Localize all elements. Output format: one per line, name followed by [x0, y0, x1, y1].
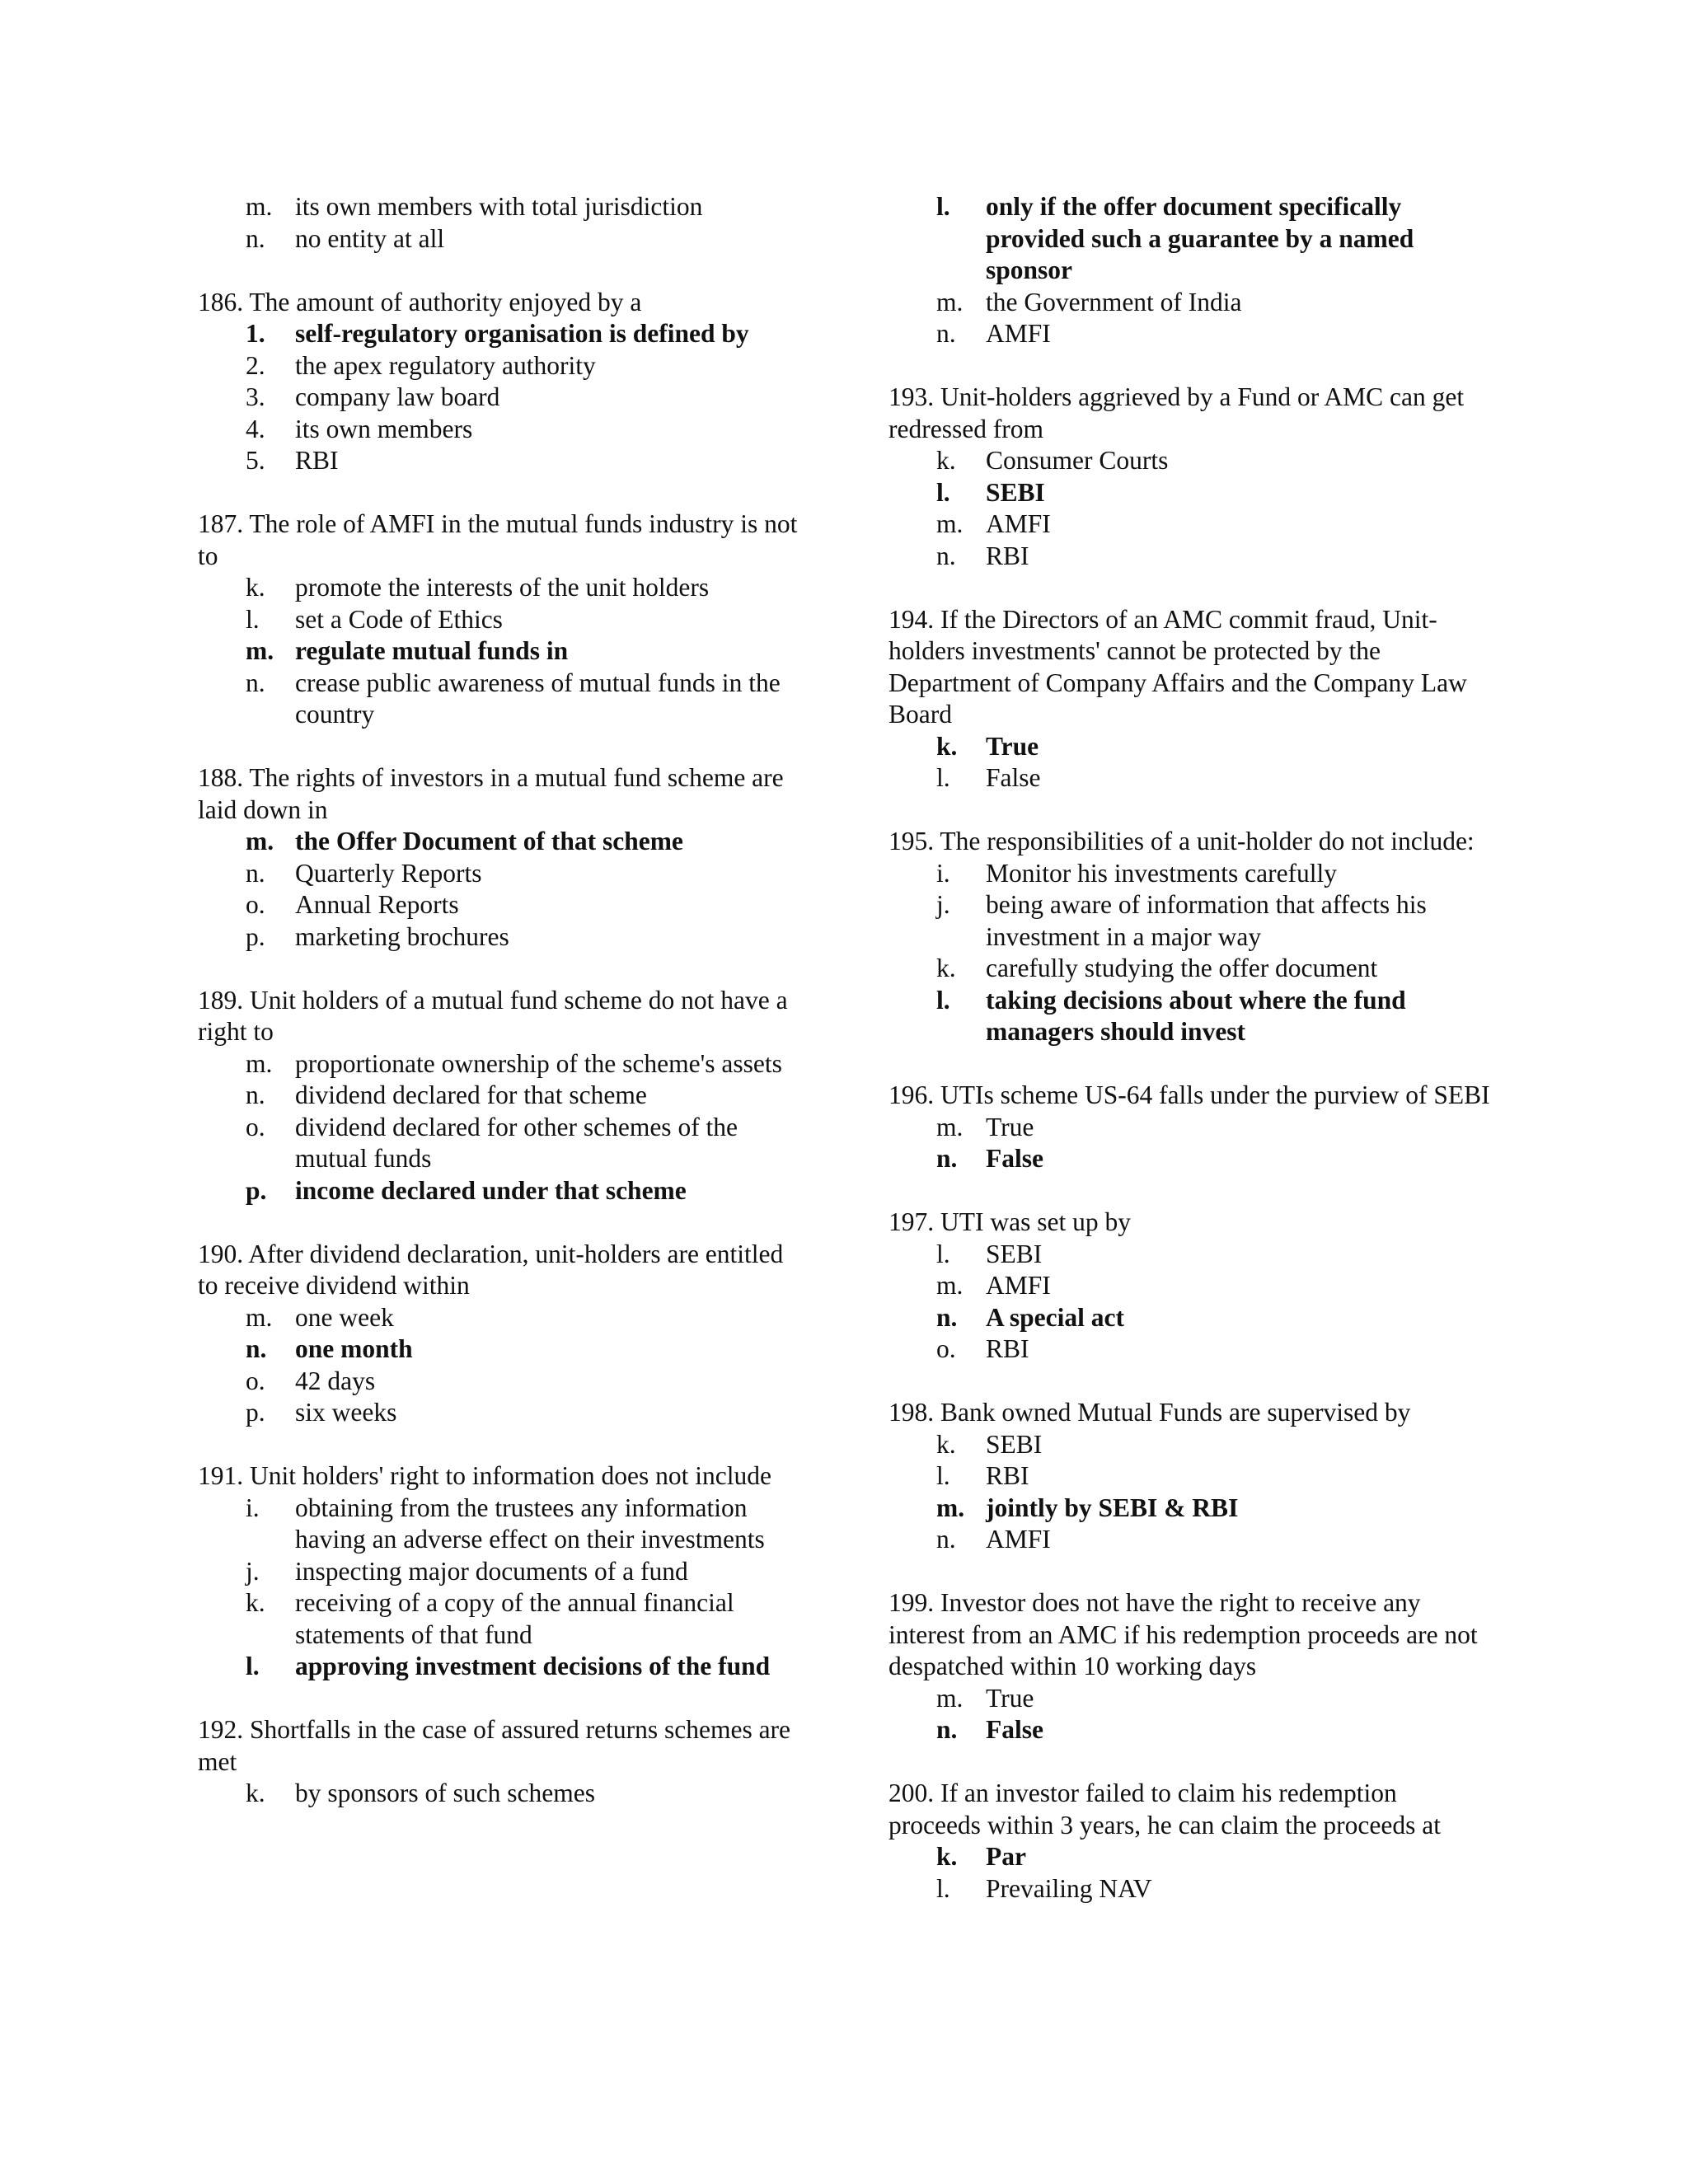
option-text: Prevailing NAV	[986, 1873, 1152, 1903]
answer-option	[198, 858, 808, 890]
option-text: crease public awareness of mutual funds in the country	[295, 668, 781, 729]
question-stem: 190. After dividend declaration, unit-holders are entitled to receive dividend within	[198, 1239, 784, 1300]
question-stem: 187. The role of AMFI in the mutual funds industry is not to	[198, 509, 798, 570]
option-label: j.	[246, 1556, 260, 1586]
option-label: o.	[246, 1366, 265, 1395]
question-block	[198, 509, 808, 731]
option-text: AMFI	[986, 319, 1051, 348]
answer-option	[198, 414, 808, 446]
option-text: inspecting major documents of a fund	[295, 1556, 688, 1586]
option-text: regulate mutual funds in	[295, 636, 569, 665]
option-text: RBI	[986, 541, 1029, 570]
answer-option-correct	[889, 1493, 1490, 1525]
option-label: l.	[936, 1239, 950, 1268]
option-label: o.	[246, 890, 265, 919]
option-label: m.	[936, 287, 964, 316]
option-label: m.	[246, 636, 274, 665]
answer-option-correct	[889, 477, 1490, 509]
answer-option	[889, 287, 1490, 319]
option-text: no entity at all	[295, 223, 445, 253]
option-text: taking decisions about where the fund managers should invest	[986, 985, 1406, 1046]
answer-option	[889, 1429, 1490, 1461]
question-block	[198, 762, 808, 953]
answer-option	[198, 1048, 808, 1080]
option-label: p.	[246, 921, 265, 951]
answer-option	[198, 223, 808, 255]
option-text: AMFI	[986, 509, 1051, 538]
answer-option-correct	[889, 191, 1490, 287]
answer-option	[198, 382, 808, 414]
question-block	[889, 1778, 1490, 1905]
question-block	[889, 1207, 1490, 1366]
option-label: n.	[246, 223, 265, 253]
option-text: being aware of information that affects his investment in a major way	[986, 890, 1427, 951]
option-label: k.	[246, 1588, 265, 1617]
question-stem: 199. Investor does not have the right to receive any interest from an AMC if his redemption proceeds are not despatched within 10 working days	[889, 1588, 1478, 1680]
answer-option	[889, 1112, 1490, 1144]
option-text: receiving of a copy of the annual financial statements of that fund	[295, 1588, 734, 1649]
option-label: l.	[936, 1873, 950, 1903]
question-stem: 192. Shortfalls in the case of assured returns schemes are met	[198, 1715, 791, 1776]
answer-option	[198, 921, 808, 954]
option-label: l.	[936, 763, 950, 792]
option-label: 5.	[246, 446, 265, 475]
answer-option-correct	[889, 985, 1490, 1048]
option-text: its own members	[295, 414, 473, 443]
answer-option	[198, 889, 808, 921]
option-label: o.	[246, 1112, 265, 1141]
option-label: m.	[246, 1302, 273, 1332]
option-label: m.	[936, 509, 964, 538]
answer-option-correct	[889, 731, 1490, 763]
option-text: False	[986, 1144, 1043, 1173]
option-label: n.	[936, 319, 956, 348]
option-label: i.	[936, 858, 950, 888]
answer-option-correct	[198, 826, 808, 858]
answer-option-correct	[889, 1143, 1490, 1175]
answer-option	[198, 1302, 808, 1334]
answer-option	[889, 953, 1490, 985]
option-text: Quarterly Reports	[295, 858, 482, 888]
question-block	[198, 1239, 808, 1429]
option-label: l.	[246, 604, 260, 634]
answer-option-correct	[198, 635, 808, 668]
answer-option	[198, 1397, 808, 1429]
answer-option	[889, 1873, 1490, 1905]
option-text: True	[986, 1683, 1034, 1713]
question-block	[889, 1080, 1490, 1175]
option-label: l.	[936, 192, 950, 221]
answer-option-correct	[889, 1302, 1490, 1334]
option-text: 42 days	[295, 1366, 376, 1395]
question-block	[889, 1397, 1490, 1556]
answer-option	[198, 1112, 808, 1175]
answer-option	[198, 572, 808, 604]
option-text: its own members with total jurisdiction	[295, 192, 703, 221]
option-label: p.	[246, 1175, 267, 1205]
answer-option	[889, 858, 1490, 890]
question-stem: 194. If the Directors of an AMC commit fraud, Unit-holders investments' cannot be protected by the Department of Company Affairs and the Company Law Board	[889, 604, 1467, 729]
answer-option	[198, 1556, 808, 1588]
question-stem: 186. The amount of authority enjoyed by a	[198, 287, 642, 316]
option-text: marketing brochures	[295, 921, 509, 951]
option-label: o.	[936, 1334, 956, 1363]
answer-option	[198, 1587, 808, 1651]
answer-option	[889, 541, 1490, 573]
question-stem: 200. If an investor failed to claim his redemption proceeds within 3 years, he can claim the proceeds at	[889, 1779, 1441, 1840]
option-label: l.	[936, 477, 950, 507]
answer-option	[198, 604, 808, 636]
option-label: p.	[246, 1398, 265, 1427]
answer-option	[889, 1333, 1490, 1366]
option-label: n.	[246, 1080, 265, 1109]
option-text: AMFI	[986, 1525, 1051, 1554]
answer-option-correct	[198, 1651, 808, 1683]
option-label: n.	[246, 1334, 267, 1363]
question-block	[198, 1460, 808, 1683]
option-label: n.	[936, 1715, 958, 1744]
option-label: m.	[936, 1271, 964, 1300]
option-label: m.	[246, 192, 273, 221]
option-text: company law board	[295, 382, 500, 411]
option-text: approving investment decisions of the fund	[295, 1652, 771, 1680]
option-text: only if the offer document specifically provided such a guarantee by a named sponsor	[986, 192, 1414, 284]
question-stem: 189. Unit holders of a mutual fund scheme do not have a right to	[198, 985, 788, 1046]
answer-option-correct	[198, 318, 808, 350]
answer-option	[889, 318, 1490, 350]
question-block	[198, 191, 808, 255]
option-text: one month	[295, 1334, 413, 1363]
option-label: k.	[246, 1779, 265, 1807]
question-block	[198, 985, 808, 1207]
right-column	[889, 191, 1490, 1937]
option-text: dividend declared for that scheme	[295, 1080, 647, 1109]
option-label: l.	[246, 1652, 260, 1680]
option-label: k.	[936, 1429, 956, 1459]
option-text: the Government of India	[986, 287, 1242, 316]
option-text: by sponsors of such schemes	[295, 1779, 595, 1807]
question-block	[889, 191, 1490, 350]
question-block	[198, 1714, 808, 1810]
option-label: 2.	[246, 350, 265, 380]
question-stem: 196. UTIs scheme US-64 falls under the purview of SEBI	[889, 1080, 1490, 1109]
answer-option-correct	[889, 1841, 1490, 1873]
option-text: SEBI	[986, 1239, 1043, 1268]
question-stem: 188. The rights of investors in a mutual fund scheme are laid down in	[198, 763, 784, 824]
answer-option-correct	[889, 1714, 1490, 1746]
question-block	[889, 1587, 1490, 1746]
answer-option	[198, 1366, 808, 1398]
answer-option	[198, 350, 808, 382]
option-text: Annual Reports	[295, 890, 459, 919]
option-label: m.	[246, 1048, 273, 1078]
option-label: n.	[936, 541, 956, 570]
option-label: m.	[936, 1683, 964, 1713]
option-text: A special act	[986, 1302, 1124, 1332]
option-text: False	[986, 763, 1041, 792]
question-stem: 195. The responsibilities of a unit-holder do not include:	[889, 827, 1475, 855]
option-text: one week	[295, 1302, 394, 1332]
option-text: RBI	[986, 1334, 1029, 1363]
option-text: set a Code of Ethics	[295, 604, 503, 634]
option-text: proportionate ownership of the scheme's assets	[295, 1048, 782, 1078]
option-text: the apex regulatory authority	[295, 350, 596, 380]
option-text: dividend declared for other schemes of the mutual funds	[295, 1112, 738, 1173]
option-text: Consumer Courts	[986, 446, 1169, 475]
answer-option	[198, 1080, 808, 1112]
answer-option	[889, 889, 1490, 953]
answer-option	[889, 1460, 1490, 1493]
question-stem: 193. Unit-holders aggrieved by a Fund or AMC can get redressed from	[889, 382, 1465, 443]
option-label: k.	[246, 573, 265, 602]
option-label: n.	[936, 1302, 958, 1332]
answer-option	[198, 668, 808, 731]
option-label: n.	[936, 1144, 958, 1173]
option-text: False	[986, 1715, 1043, 1744]
question-block	[889, 382, 1490, 572]
option-label: l.	[936, 1461, 950, 1490]
option-text: True	[986, 1112, 1034, 1141]
answer-option	[889, 509, 1490, 541]
option-text: RBI	[295, 446, 339, 475]
answer-option	[889, 1683, 1490, 1715]
question-block	[198, 287, 808, 477]
answer-option	[889, 1524, 1490, 1556]
option-label: k.	[936, 731, 958, 761]
option-text: promote the interests of the unit holders	[295, 573, 710, 602]
option-label: n.	[936, 1525, 956, 1554]
answer-option	[889, 762, 1490, 794]
question-stem: 197. UTI was set up by	[889, 1207, 1131, 1236]
option-label: m.	[936, 1493, 965, 1522]
option-label: m.	[936, 1112, 964, 1141]
option-text: SEBI	[986, 477, 1045, 507]
option-label: j.	[936, 890, 950, 919]
answer-option-correct	[198, 1333, 808, 1366]
option-label: n.	[246, 858, 265, 888]
option-text: RBI	[986, 1461, 1029, 1490]
option-label: k.	[936, 446, 956, 475]
option-label: k.	[936, 1842, 958, 1871]
option-text: income declared under that scheme	[295, 1175, 687, 1205]
option-text: Par	[986, 1842, 1026, 1871]
answer-option	[198, 191, 808, 223]
answer-option	[889, 1239, 1490, 1271]
option-text: obtaining from the trustees any information having an adverse effect on their investments	[295, 1493, 765, 1554]
answer-option	[198, 445, 808, 477]
question-block	[889, 826, 1490, 1048]
option-text: jointly by SEBI & RBI	[986, 1493, 1239, 1522]
option-text: self-regulatory organisation is defined by	[295, 319, 749, 348]
question-stem: 191. Unit holders' right to information does not include	[198, 1461, 771, 1490]
option-label: 3.	[246, 382, 265, 411]
answer-option	[198, 1493, 808, 1556]
option-text: Monitor his investments carefully	[986, 858, 1338, 888]
option-label: l.	[936, 985, 950, 1015]
left-column	[198, 191, 808, 1841]
option-text: AMFI	[986, 1271, 1051, 1300]
option-label: n.	[246, 668, 265, 697]
option-text: True	[986, 731, 1039, 761]
question-block	[889, 604, 1490, 794]
option-text: the Offer Document of that scheme	[295, 827, 683, 855]
option-text: six weeks	[295, 1398, 397, 1427]
option-label: m.	[246, 827, 274, 855]
answer-option	[198, 1778, 808, 1810]
option-text: carefully studying the offer document	[986, 954, 1378, 982]
option-text: SEBI	[986, 1429, 1043, 1459]
option-label: 4.	[246, 414, 265, 443]
option-label: k.	[936, 954, 956, 982]
option-label: i.	[246, 1493, 260, 1522]
answer-option	[889, 1270, 1490, 1302]
question-stem: 198. Bank owned Mutual Funds are supervised by	[889, 1398, 1411, 1427]
answer-option	[889, 445, 1490, 477]
answer-option-correct	[198, 1175, 808, 1207]
option-label: 1.	[246, 319, 265, 348]
